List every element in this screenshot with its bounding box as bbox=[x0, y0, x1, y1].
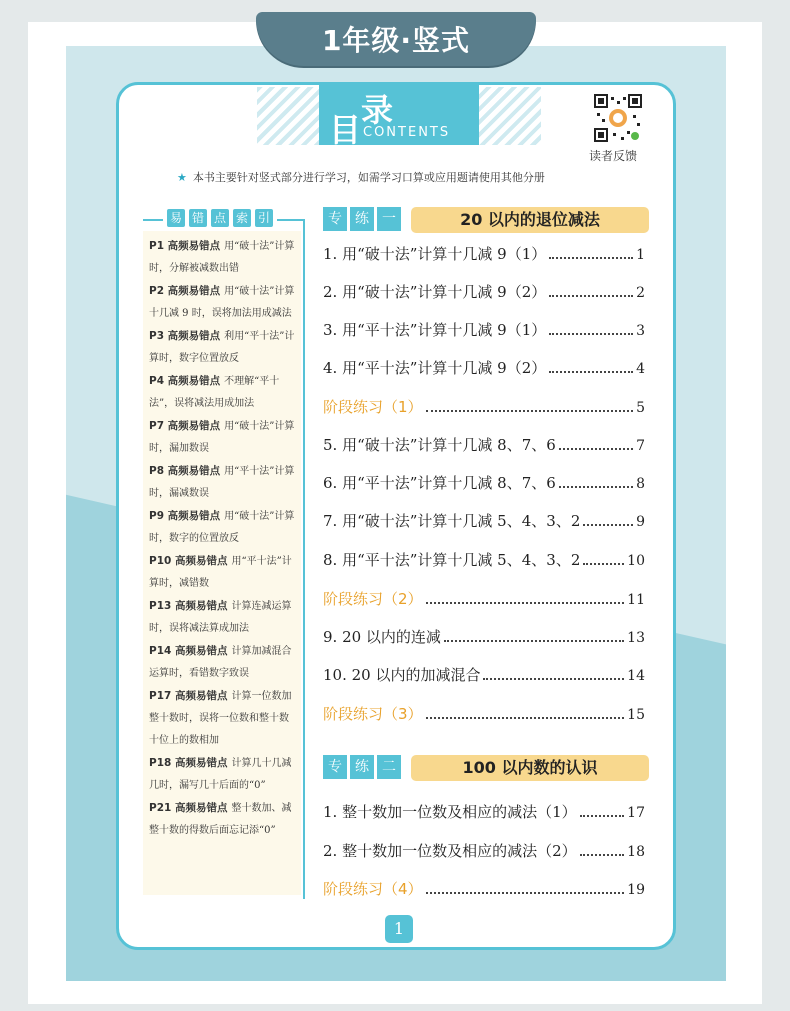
contents-header bbox=[319, 85, 479, 149]
sidebar-item[interactable]: P8 高频易错点 用“平十法”计算时，漏减数误 bbox=[149, 465, 295, 499]
toc-stage-entry[interactable]: 阶段练习（1） 5 bbox=[323, 398, 645, 416]
unit-badges: 专 练 二 bbox=[323, 755, 401, 779]
toc-entry[interactable]: 7. 用“破十法”计算十几减 5、4、3、2 9 bbox=[323, 512, 645, 530]
unit-title: 100 以内数的认识 bbox=[411, 755, 649, 781]
sidebar-item[interactable]: P1 高频易错点 用“破十法”计算时，分解被减数出错 bbox=[149, 240, 295, 274]
sidebar-item[interactable]: P7 高频易错点 用“破十法”计算时，漏加数误 bbox=[149, 420, 295, 454]
sidebar-list bbox=[143, 231, 301, 895]
toc-entry[interactable]: 6. 用“平十法”计算十几减 8、7、6 8 bbox=[323, 474, 645, 492]
qr-caption: 读者反馈 bbox=[589, 149, 638, 163]
toc-stage-entry[interactable]: 阶段练习（2） 11 bbox=[323, 590, 645, 608]
toc-entry[interactable]: 4. 用“平十法”计算十几减 9（2） 4 bbox=[323, 359, 645, 377]
unit-badges: 专 练 一 bbox=[323, 207, 401, 231]
toc-entry[interactable]: 1. 整十数加一位数及相应的减法（1） 17 bbox=[323, 803, 645, 821]
sidebar-item[interactable]: P2 高频易错点 用“破十法”计算十几减 9 时，误将加法用成减法 bbox=[149, 285, 295, 319]
sidebar-item[interactable]: P21 高频易错点 整十数加、减整十数的得数后面忘记添“0” bbox=[149, 802, 292, 836]
sidebar-heading bbox=[163, 209, 277, 227]
divider-line bbox=[303, 219, 305, 899]
toc-stage-entry[interactable]: 阶段练习（3） 15 bbox=[323, 705, 645, 723]
title-banner bbox=[256, 12, 536, 66]
page-number: 1 bbox=[385, 915, 413, 943]
toc-entry[interactable]: 2. 整十数加一位数及相应的减法（2） 18 bbox=[323, 842, 645, 860]
sidebar-item[interactable]: P18 高频易错点 计算几十几减几时，漏写几十后面的“0” bbox=[149, 757, 292, 791]
unit-title: 20 以内的退位减法 bbox=[411, 207, 649, 233]
banner-title: 1年级·竖式 bbox=[321, 24, 471, 57]
sidebar-heading-char: 错 bbox=[189, 209, 207, 227]
contents-card bbox=[116, 82, 676, 950]
sidebar-item[interactable]: P17 高频易错点 计算一位数加整十数时，误将一位数和整十数十位上的数相加 bbox=[149, 690, 292, 746]
sidebar-heading-char: 索 bbox=[233, 209, 251, 227]
error-index-sidebar bbox=[143, 205, 303, 895]
header-lu: 录 bbox=[361, 91, 394, 129]
sidebar-item[interactable]: P3 高频易错点 利用“平十法”计算时，数字位置放反 bbox=[149, 330, 295, 364]
sidebar-item[interactable]: P9 高频易错点 用“破十法”计算时，数字的位置放反 bbox=[149, 510, 295, 544]
sidebar-item[interactable]: P10 高频易错点 用“平十法”计算时，减错数 bbox=[149, 555, 292, 589]
usage-note bbox=[177, 169, 545, 185]
toc-entry[interactable]: 3. 用“平十法”计算十几减 9（1） 3 bbox=[323, 321, 645, 339]
sidebar-item[interactable]: P4 高频易错点 不理解“平十法”，误将减法用成加法 bbox=[149, 375, 280, 409]
toc-entry[interactable]: 8. 用“平十法”计算十几减 5、4、3、2 10 bbox=[323, 551, 645, 569]
toc-entry[interactable]: 2. 用“破十法”计算十几减 9（2） 2 bbox=[323, 283, 645, 301]
star-icon: ★ bbox=[177, 171, 187, 184]
toc-entry[interactable]: 10. 20 以内的加减混合 14 bbox=[323, 666, 645, 684]
header-mu: 目 bbox=[329, 111, 362, 149]
toc-entry[interactable]: 5. 用“破十法”计算十几减 8、7、6 7 bbox=[323, 436, 645, 454]
sidebar-item[interactable]: P13 高频易错点 计算连减运算时，误将减法算成加法 bbox=[149, 600, 292, 634]
header-contents: CONTENTS bbox=[363, 125, 451, 140]
toc-stage-entry[interactable]: 阶段练习（4） 19 bbox=[323, 880, 645, 898]
sidebar-item[interactable]: P14 高频易错点 计算加减混合运算时，看错数字致误 bbox=[149, 645, 292, 679]
sidebar-heading-char: 引 bbox=[255, 209, 273, 227]
qr-code-icon[interactable] bbox=[593, 93, 643, 143]
sidebar-heading-char: 点 bbox=[211, 209, 229, 227]
sidebar-heading-char: 易 bbox=[167, 209, 185, 227]
toc-entry[interactable]: 9. 20 以内的连减 13 bbox=[323, 628, 645, 646]
toc-entry[interactable]: 1. 用“破十法”计算十几减 9（1） 1 bbox=[323, 245, 645, 263]
note-text: 本书主要针对竖式部分进行学习，如需学习口算或应用题请使用其他分册 bbox=[192, 171, 545, 184]
